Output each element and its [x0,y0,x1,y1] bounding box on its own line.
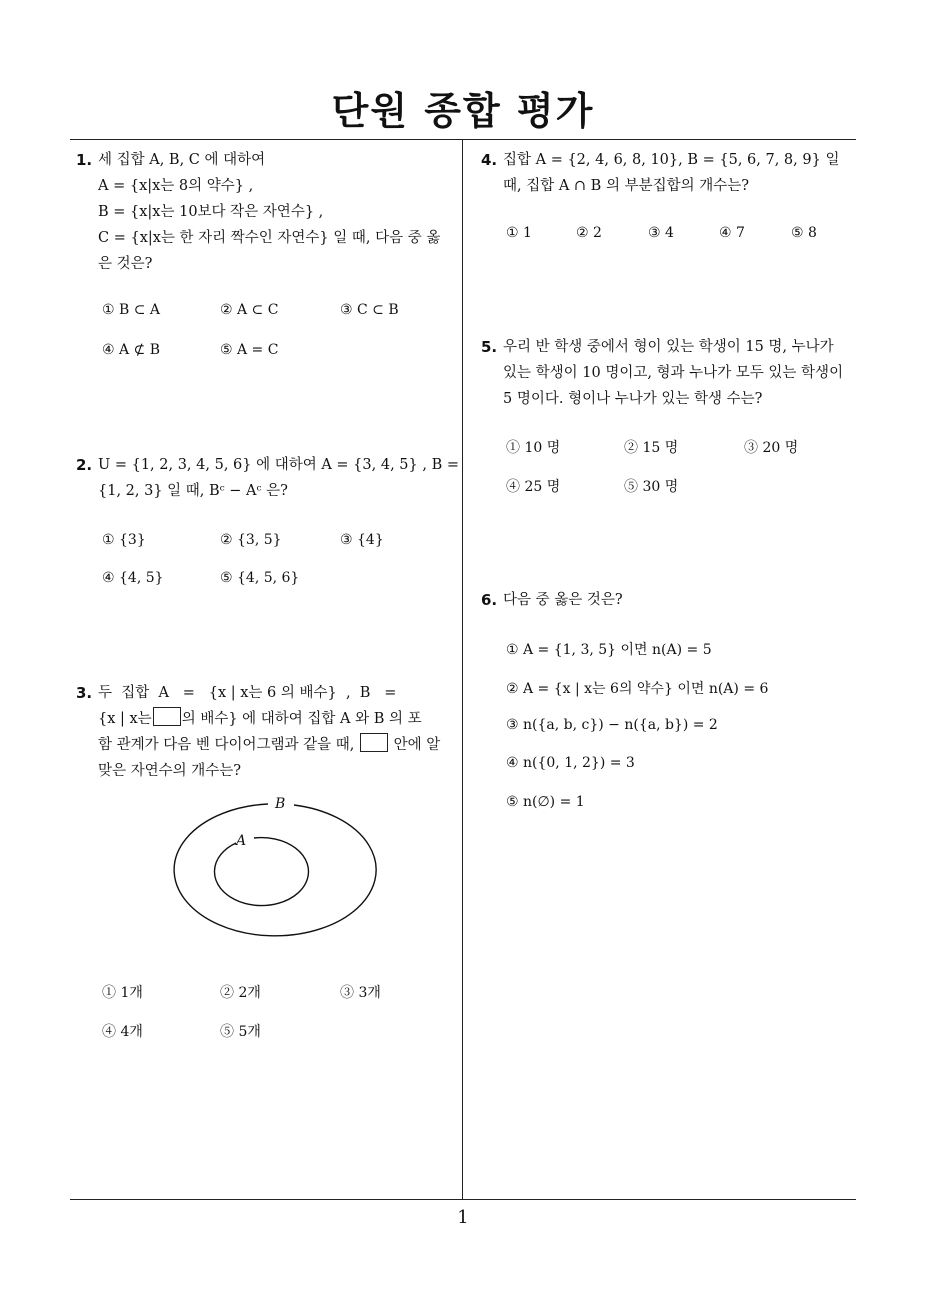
option-2[interactable]: ② A ⊂ C [220,302,279,318]
text-part: 안에 알 [393,737,441,753]
set-c-definition: C = {x|x는 한 자리 짝수인 자연수} 일 때, 다음 중 옳 [98,230,441,246]
question-text: 세 집합 A, B, C 에 대하여 [98,152,266,168]
question-2 [76,452,460,504]
option-3[interactable]: ③ 3개 [340,985,381,1001]
option-2[interactable]: ② 2개 [220,985,261,1001]
question-number: 4. [481,151,498,169]
question-text: 집합 A = {2, 4, 6, 8, 10}, B = {5, 6, 7, 8, 9} 일 [503,152,840,168]
option-4[interactable]: ④ 25 명 [506,479,561,495]
question-text: 5 명이다. 형이나 누나가 있는 학생 수는? [503,391,763,407]
set-b-definition: B = {x|x는 10보다 작은 자연수} , [98,204,324,220]
question-text: 때, 집합 A ∩ B 의 부분집합의 개수는? [503,178,750,194]
text-part: {x | x는 [98,711,152,727]
column-divider [462,140,463,1200]
page-title: 단원 종합 평가 [331,89,595,133]
question-4 [481,147,861,199]
option-3[interactable]: ③ {4} [340,532,384,548]
option-3[interactable]: ③ 4 [648,225,674,241]
question-number: 2. [76,456,93,474]
option-5[interactable]: ⑤ {4, 5, 6} [220,570,300,586]
option-4[interactable]: ④ {4, 5} [102,570,164,586]
question-1 [76,147,460,277]
option-3[interactable]: ③ C ⊂ B [340,302,399,318]
set-b-label: B [275,796,286,812]
option-1[interactable]: ① 10 명 [506,440,561,456]
option-3[interactable]: ③ 20 명 [744,440,799,456]
question-number: 3. [76,684,93,702]
question-text [98,732,460,758]
question-text: 두 집합 A = {x | x는 6 의 배수} , B = [98,685,397,701]
text-part: 함 관계가 다음 벤 다이어그램과 같을 때, [98,737,355,753]
question-text: 은 것은? [98,256,153,272]
top-rule [70,139,856,140]
option-2[interactable]: ② {3, 5} [220,532,282,548]
bottom-rule [70,1199,856,1200]
option-2[interactable]: ② 15 명 [624,440,679,456]
option-1[interactable]: ① B ⊂ A [102,302,161,318]
option-1[interactable]: ① A = {1, 3, 5} 이면 n(A) = 5 [506,642,712,658]
option-3[interactable]: ③ n({a, b, c}) − n({a, b}) = 2 [506,717,718,733]
option-2[interactable]: ② A = {x | x는 6의 약수} 이면 n(A) = 6 [506,681,769,697]
option-1[interactable]: ① 1개 [102,985,143,1001]
option-4[interactable]: ④ 7 [719,225,745,241]
question-5 [481,334,861,412]
question-3 [76,680,460,784]
question-text: 다음 중 옳은 것은? [503,592,623,608]
option-5[interactable]: ⑤ 8 [791,225,817,241]
question-6 [481,587,861,613]
question-text: U = {1, 2, 3, 4, 5, 6} 에 대하여 A = {3, 4, 5} , B = [98,457,459,473]
option-4[interactable]: ④ n({0, 1, 2}) = 3 [506,755,635,771]
option-5[interactable]: ⑤ 30 명 [624,479,679,495]
set-a-ellipse [214,838,308,906]
option-1[interactable]: ① {3} [102,532,146,548]
set-a-definition: A = {x|x는 8의 약수} , [98,178,254,194]
option-5[interactable]: ⑤ 5개 [220,1024,261,1040]
question-number: 6. [481,591,498,609]
option-2[interactable]: ② 2 [576,225,602,241]
answer-blank-box [360,733,388,752]
question-text [98,706,460,732]
page-number: 1 [457,1207,469,1228]
question-text: 있는 학생이 10 명이고, 형과 누나가 모두 있는 학생이 [503,365,844,381]
question-number: 5. [481,338,498,356]
option-4[interactable]: ④ 4개 [102,1024,143,1040]
answer-blank-box [153,707,181,726]
set-b-ellipse [174,804,376,936]
option-5[interactable]: ⑤ A = C [220,342,279,358]
question-text: 맞은 자연수의 개수는? [98,763,242,779]
option-4[interactable]: ④ A ⊄ B [102,342,161,358]
question-text: {1, 2, 3} 일 때, Bᶜ − Aᶜ 은? [98,483,288,499]
venn-diagram [170,790,384,950]
question-number: 1. [76,151,93,169]
question-text: 우리 반 학생 중에서 형이 있는 학생이 15 명, 누나가 [503,339,834,355]
text-part: 의 배수} 에 대하여 집합 A 와 B 의 포 [181,711,422,727]
set-a-label: A [236,833,247,849]
option-1[interactable]: ① 1 [506,225,532,241]
option-5[interactable]: ⑤ n(∅) = 1 [506,794,585,810]
